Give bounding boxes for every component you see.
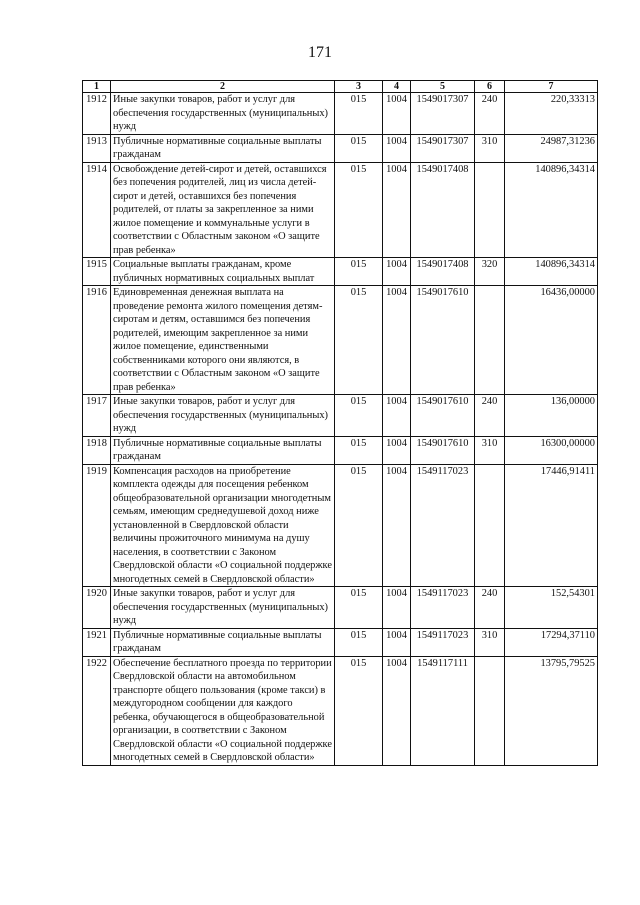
expense-type-cell — [475, 464, 505, 587]
amount-cell: 24987,31236 — [505, 134, 598, 162]
section-code-cell: 1004 — [383, 628, 411, 656]
header-cell: 1 — [83, 81, 111, 93]
table-row — [83, 436, 598, 464]
amount-cell: 140896,34314 — [505, 162, 598, 258]
amount-cell: 220,33313 — [505, 93, 598, 135]
target-code-cell: 1549017408 — [411, 162, 475, 258]
expense-type-cell: 240 — [475, 587, 505, 629]
target-code-cell: 1549017307 — [411, 93, 475, 135]
budget-table — [82, 80, 598, 766]
section-code-cell: 1004 — [383, 134, 411, 162]
target-code-cell: 1549017408 — [411, 258, 475, 286]
section-code-cell: 1004 — [383, 436, 411, 464]
ministry-code-cell: 015 — [335, 628, 383, 656]
amount-cell: 17294,37110 — [505, 628, 598, 656]
row-number-cell: 1915 — [83, 258, 111, 286]
ministry-code-cell: 015 — [335, 464, 383, 587]
row-name-cell: Обеспечение бесплатного проезда по территории Свердловской области на автомобильном транспорте общего пользования (кроме такси) в междугородном сообщении для каждого ребенка, обучающегося в общеобразовательной организации, в соответствии с Законом Свердловской области «О социальной поддержке многодетных семей в Свердловской области» — [111, 656, 335, 765]
target-code-cell: 1549117023 — [411, 587, 475, 629]
row-name-cell: Публичные нормативные социальные выплаты гражданам — [111, 436, 335, 464]
expense-type-cell: 240 — [475, 93, 505, 135]
row-name-cell: Иные закупки товаров, работ и услуг для обеспечения государственных (муниципальных) нужд — [111, 395, 335, 437]
row-name-cell: Компенсация расходов на приобретение комплекта одежды для посещения ребенком общеобразовательной организации многодетным семьям, имеющим среднедушевой доход ниже установленной в Свердловской области величины прожиточного минимума на душу населения, в соответствии с Законом Свердловской области «О социальной поддержке многодетных семей в Свердловской области» — [111, 464, 335, 587]
row-number-cell: 1921 — [83, 628, 111, 656]
target-code-cell: 1549017610 — [411, 436, 475, 464]
table-row — [83, 93, 598, 135]
target-code-cell: 1549017610 — [411, 395, 475, 437]
ministry-code-cell: 015 — [335, 587, 383, 629]
table-row — [83, 134, 598, 162]
expense-type-cell: 310 — [475, 436, 505, 464]
section-code-cell: 1004 — [383, 93, 411, 135]
ministry-code-cell: 015 — [335, 395, 383, 437]
header-row — [83, 81, 598, 93]
amount-cell: 16436,00000 — [505, 286, 598, 395]
expense-type-cell: 310 — [475, 628, 505, 656]
row-number-cell: 1917 — [83, 395, 111, 437]
section-code-cell: 1004 — [383, 656, 411, 765]
target-code-cell: 1549117023 — [411, 628, 475, 656]
table-row — [83, 656, 598, 765]
ministry-code-cell: 015 — [335, 436, 383, 464]
row-name-cell: Публичные нормативные социальные выплаты гражданам — [111, 134, 335, 162]
amount-cell: 17446,91411 — [505, 464, 598, 587]
amount-cell: 16300,00000 — [505, 436, 598, 464]
ministry-code-cell: 015 — [335, 93, 383, 135]
target-code-cell: 1549117111 — [411, 656, 475, 765]
row-name-cell: Единовременная денежная выплата на проведение ремонта жилого помещения детям-сиротам и детям, оставшимся без попечения родителей, имеющим закрепленное за ними жилое помещение, единственными собственниками которого они являются, в соответствии с Областным законом «О защите прав ребенка» — [111, 286, 335, 395]
table-row — [83, 286, 598, 395]
ministry-code-cell: 015 — [335, 258, 383, 286]
row-number-cell: 1913 — [83, 134, 111, 162]
target-code-cell: 1549017307 — [411, 134, 475, 162]
ministry-code-cell: 015 — [335, 162, 383, 258]
section-code-cell: 1004 — [383, 395, 411, 437]
section-code-cell: 1004 — [383, 286, 411, 395]
section-code-cell: 1004 — [383, 162, 411, 258]
row-name-cell: Освобождение детей-сирот и детей, оставшихся без попечения родителей, лиц из числа детей-сирот и детей, оставшихся без попечения родителей, от платы за закрепленное за ними жилое помещение и коммунальные услуги в соответствии с Областным законом «О защите прав ребенка» — [111, 162, 335, 258]
table-row — [83, 628, 598, 656]
expense-type-cell — [475, 656, 505, 765]
table-row — [83, 464, 598, 587]
expense-type-cell — [475, 162, 505, 258]
row-name-cell: Иные закупки товаров, работ и услуг для обеспечения государственных (муниципальных) нужд — [111, 93, 335, 135]
table-row — [83, 258, 598, 286]
amount-cell: 140896,34314 — [505, 258, 598, 286]
amount-cell: 136,00000 — [505, 395, 598, 437]
amount-cell: 152,54301 — [505, 587, 598, 629]
row-number-cell: 1916 — [83, 286, 111, 395]
row-name-cell: Публичные нормативные социальные выплаты гражданам — [111, 628, 335, 656]
row-number-cell: 1912 — [83, 93, 111, 135]
expense-type-cell — [475, 286, 505, 395]
section-code-cell: 1004 — [383, 587, 411, 629]
header-cell: 7 — [505, 81, 598, 93]
table-row — [83, 162, 598, 258]
row-number-cell: 1920 — [83, 587, 111, 629]
header-cell: 2 — [111, 81, 335, 93]
row-number-cell: 1919 — [83, 464, 111, 587]
section-code-cell: 1004 — [383, 258, 411, 286]
ministry-code-cell: 015 — [335, 134, 383, 162]
page-number: 171 — [308, 44, 332, 61]
header-cell: 5 — [411, 81, 475, 93]
table-row — [83, 395, 598, 437]
row-name-cell: Социальные выплаты гражданам, кроме публичных нормативных социальных выплат — [111, 258, 335, 286]
ministry-code-cell: 015 — [335, 656, 383, 765]
expense-type-cell: 240 — [475, 395, 505, 437]
expense-type-cell: 310 — [475, 134, 505, 162]
header-cell: 3 — [335, 81, 383, 93]
amount-cell: 13795,79525 — [505, 656, 598, 765]
section-code-cell: 1004 — [383, 464, 411, 587]
row-number-cell: 1918 — [83, 436, 111, 464]
target-code-cell: 1549117023 — [411, 464, 475, 587]
ministry-code-cell: 015 — [335, 286, 383, 395]
target-code-cell: 1549017610 — [411, 286, 475, 395]
expense-type-cell: 320 — [475, 258, 505, 286]
row-number-cell: 1922 — [83, 656, 111, 765]
header-cell: 6 — [475, 81, 505, 93]
header-cell: 4 — [383, 81, 411, 93]
row-number-cell: 1914 — [83, 162, 111, 258]
row-name-cell: Иные закупки товаров, работ и услуг для обеспечения государственных (муниципальных) нужд — [111, 587, 335, 629]
table-row — [83, 587, 598, 629]
